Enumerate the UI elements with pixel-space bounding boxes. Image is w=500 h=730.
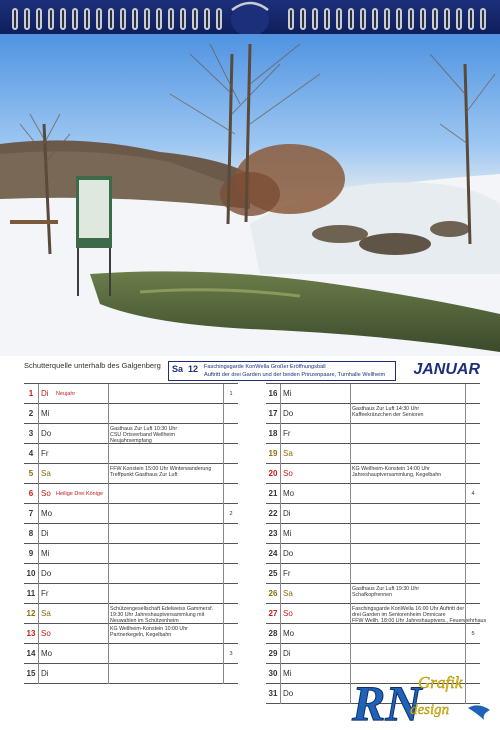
event-text: Faschingsgarde KonWella 16:00 Uhr Auftritt der drei Garden im Seniorenheim Omnicare FFW Wellh. 18:00 Uhr Jahreshauptvers., Feuerwehrhaus	[352, 606, 487, 624]
week-number	[224, 444, 238, 464]
binding-ring	[204, 8, 210, 30]
week-number	[224, 624, 238, 644]
binding-ring	[324, 8, 330, 30]
day-number: 3	[28, 429, 34, 438]
days-table-left	[24, 383, 238, 684]
binding-ring	[432, 8, 438, 30]
svg-text:RN: RN	[352, 675, 422, 728]
day-row	[266, 524, 480, 544]
event-column-line	[108, 484, 109, 504]
day-row	[24, 604, 238, 624]
event-column-line	[350, 604, 351, 624]
binding-ring	[132, 8, 138, 30]
week-number	[466, 384, 480, 404]
day-row	[266, 404, 480, 424]
day-number: 2	[28, 409, 34, 418]
binding-ring	[468, 8, 474, 30]
day-row	[24, 444, 238, 464]
week-number: 1	[229, 391, 233, 397]
weekday: Di	[280, 504, 320, 524]
week-number	[466, 444, 480, 464]
day-number: 7	[28, 509, 34, 518]
day-row	[24, 484, 238, 504]
day-row	[24, 664, 238, 684]
day-row	[266, 504, 480, 524]
day-number: 27	[268, 609, 278, 618]
day-number: 12	[26, 609, 36, 618]
day-row	[24, 624, 238, 644]
day-row	[24, 404, 238, 424]
weekday: Sa	[280, 444, 320, 464]
event-text: Gasthaus Zur Luft 19:30 Uhr Schafkopfrennen	[352, 586, 420, 598]
day-number: 24	[268, 549, 278, 558]
binding-ring	[36, 8, 42, 30]
svg-text:Grafik: Grafik	[418, 673, 463, 692]
week-number	[466, 644, 480, 664]
weekday: Di	[38, 664, 78, 684]
holiday-label: Neujahr	[56, 391, 76, 397]
weekday: So	[38, 624, 78, 644]
week-number	[466, 464, 480, 484]
day-row	[266, 444, 480, 464]
weekday: Fr	[280, 564, 320, 584]
binding-ring	[180, 8, 186, 30]
event-column-line	[108, 444, 109, 464]
weekday: So	[280, 464, 320, 484]
event-column-line	[350, 484, 351, 504]
day-row	[266, 564, 480, 584]
day-number: 5	[28, 469, 34, 478]
event-column-line	[108, 524, 109, 544]
weekday: Mi	[280, 524, 320, 544]
day-number: 31	[268, 689, 278, 698]
event-column-line	[350, 644, 351, 664]
week-number	[224, 404, 238, 424]
featured-event-line1: Faschingsgarde KonWella Großer Eröffnungsball	[204, 364, 326, 370]
event-column-line	[108, 384, 109, 404]
binding-ring	[288, 8, 294, 30]
event-column-line	[350, 544, 351, 564]
weekday: Do	[38, 564, 78, 584]
featured-event-box	[168, 361, 396, 381]
binding-ring	[348, 8, 354, 30]
event-column-line	[108, 624, 109, 644]
day-row	[24, 524, 238, 544]
day-row	[266, 484, 480, 504]
day-row	[24, 564, 238, 584]
weekday: Do	[280, 544, 320, 564]
day-row	[24, 584, 238, 604]
day-number: 18	[268, 429, 278, 438]
week-number	[466, 504, 480, 524]
event-column-line	[108, 424, 109, 444]
weekday: So	[38, 484, 78, 504]
day-number: 25	[268, 569, 278, 578]
day-number: 15	[26, 669, 36, 678]
binding-ring	[456, 8, 462, 30]
day-number: 17	[268, 409, 278, 418]
day-row	[24, 504, 238, 524]
event-column-line	[350, 424, 351, 444]
weekday: Sa	[280, 584, 320, 604]
weekday: Mo	[38, 504, 78, 524]
day-number: 10	[26, 569, 36, 578]
spiral-binding	[0, 0, 500, 34]
weekday: Di	[38, 384, 78, 404]
event-column-line	[108, 604, 109, 624]
binding-ring	[108, 8, 114, 30]
week-number	[224, 604, 238, 624]
week-number	[466, 404, 480, 424]
svg-text:design: design	[410, 702, 450, 718]
month-title: JANUAR	[413, 361, 480, 378]
week-number	[224, 564, 238, 584]
week-number: 4	[471, 491, 475, 497]
day-number: 1	[28, 389, 34, 398]
day-number: 13	[26, 629, 36, 638]
week-number	[224, 424, 238, 444]
binding-ring	[96, 8, 102, 30]
week-number	[224, 584, 238, 604]
weekday: Mi	[38, 404, 78, 424]
event-column-line	[108, 464, 109, 484]
weekday: Mi	[280, 384, 320, 404]
featured-event-day: 12	[188, 364, 199, 374]
binding-ring	[480, 8, 486, 30]
weekday: Mo	[38, 644, 78, 664]
day-number: 9	[28, 549, 34, 558]
day-row	[24, 644, 238, 664]
event-column-line	[350, 584, 351, 604]
week-number	[224, 664, 238, 684]
day-row	[266, 604, 487, 624]
event-text: KG Wellheim-Konstein 14:00 Uhr Jahreshauptversammlung, Kegelbahn	[352, 466, 442, 478]
binding-ring	[360, 8, 366, 30]
binding-ring	[396, 8, 402, 30]
binding-ring	[192, 8, 198, 30]
day-number: 22	[268, 509, 278, 518]
featured-event-dow: Sa	[172, 364, 184, 374]
day-number: 19	[268, 449, 278, 458]
binding-ring	[300, 8, 306, 30]
event-column-line	[350, 624, 351, 644]
hanger-hook-icon	[228, 0, 272, 34]
rn-grafik-design-logo	[350, 668, 495, 728]
weekday: Fr	[38, 584, 78, 604]
day-number: 29	[268, 649, 278, 658]
event-column-line	[350, 564, 351, 584]
weekday: Di	[280, 644, 320, 664]
day-row	[24, 464, 238, 484]
week-number: 2	[229, 511, 233, 517]
weekday: Do	[280, 684, 320, 704]
day-number: 23	[268, 529, 278, 538]
day-row	[266, 544, 480, 564]
binding-ring	[420, 8, 426, 30]
event-column-line	[108, 664, 109, 684]
binding-ring	[156, 8, 162, 30]
day-row	[266, 424, 480, 444]
event-column-line	[108, 584, 109, 604]
day-row	[266, 384, 480, 404]
event-column-line	[108, 404, 109, 424]
day-number: 21	[268, 489, 278, 498]
day-number: 6	[28, 489, 34, 498]
day-number: 28	[268, 629, 278, 638]
weekday: Mo	[280, 484, 320, 504]
event-column-line	[350, 404, 351, 424]
event-column-line	[108, 504, 109, 524]
holiday-label: Heilige Drei Könige	[56, 491, 104, 497]
week-number	[466, 604, 480, 624]
week-number	[466, 544, 480, 564]
week-number	[466, 424, 480, 444]
header-photo	[0, 34, 500, 356]
binding-ring	[84, 8, 90, 30]
day-number: 4	[28, 449, 34, 458]
weekday: Do	[38, 424, 78, 444]
event-column-line	[350, 524, 351, 544]
event-text: FFW Konstein 15:00 Uhr Winterwanderung Treffpunkt Gasthaus Zur Luft	[110, 466, 212, 478]
day-number: 14	[26, 649, 36, 658]
weekday: Sa	[38, 464, 78, 484]
day-row	[266, 464, 480, 484]
binding-ring	[408, 8, 414, 30]
weekday: Do	[280, 404, 320, 424]
binding-ring	[168, 8, 174, 30]
weekday: Fr	[280, 424, 320, 444]
day-number: 16	[268, 389, 278, 398]
week-number: 3	[229, 651, 233, 657]
binding-ring	[60, 8, 66, 30]
snow-landscape-image	[0, 34, 500, 356]
day-row	[24, 424, 238, 444]
binding-ring	[120, 8, 126, 30]
weekday: Mo	[280, 624, 320, 644]
week-number	[224, 544, 238, 564]
day-number: 26	[268, 589, 278, 598]
binding-ring	[372, 8, 378, 30]
days-table-right	[266, 383, 487, 704]
week-number	[224, 464, 238, 484]
featured-event-line2: Auftritt der drei Garden und der beiden Prinzenpaare, Turnhalle Wellheim	[204, 372, 386, 378]
binding-ring	[144, 8, 150, 30]
weekday: Di	[38, 524, 78, 544]
binding-ring	[48, 8, 54, 30]
event-column-line	[350, 504, 351, 524]
event-column-line	[108, 544, 109, 564]
event-column-line	[350, 464, 351, 484]
binding-ring	[444, 8, 450, 30]
weekday: Fr	[38, 444, 78, 464]
event-column-line	[108, 644, 109, 664]
week-number	[224, 484, 238, 504]
event-text: KG Wellheim-Konstein 10:00 Uhr Partnerkegeln, Kegelbahn	[110, 626, 188, 638]
weekday: Sa	[38, 604, 78, 624]
day-row	[266, 584, 480, 604]
binding-ring	[24, 8, 30, 30]
binding-ring	[216, 8, 222, 30]
week-number	[466, 584, 480, 604]
day-row	[24, 384, 238, 404]
binding-ring	[12, 8, 18, 30]
event-text: Gasthaus Zur Luft 10:30 Uhr CSU Ortsverband Wellheim Neujahrsempfang	[110, 426, 178, 444]
photo-caption: Schutterquelle unterhalb des Galgenberg	[24, 361, 161, 370]
binding-ring	[336, 8, 342, 30]
day-row	[24, 544, 238, 564]
weekday: Mi	[280, 664, 320, 684]
event-text: Schützengesellschaft Edelweiss Gammersf. 19:30 Uhr Jahreshauptversammlung mit Neuwahlen im Schützenheim	[110, 606, 214, 624]
weekday: Mi	[38, 544, 78, 564]
week-number	[466, 564, 480, 584]
day-row	[266, 644, 480, 664]
week-number	[224, 524, 238, 544]
day-number: 30	[268, 669, 278, 678]
day-row	[266, 624, 480, 644]
weekday: So	[280, 604, 320, 624]
event-column-line	[108, 564, 109, 584]
event-column-line	[350, 384, 351, 404]
binding-ring	[384, 8, 390, 30]
day-number: 8	[28, 529, 34, 538]
week-number: 5	[471, 631, 475, 637]
binding-ring	[312, 8, 318, 30]
day-number: 11	[26, 589, 36, 598]
event-column-line	[350, 444, 351, 464]
event-text: Gasthaus Zur Luft 14:30 Uhr Kaffeekränzchen der Senioren	[352, 406, 424, 418]
week-number	[466, 524, 480, 544]
binding-ring	[72, 8, 78, 30]
day-number: 20	[268, 469, 278, 478]
